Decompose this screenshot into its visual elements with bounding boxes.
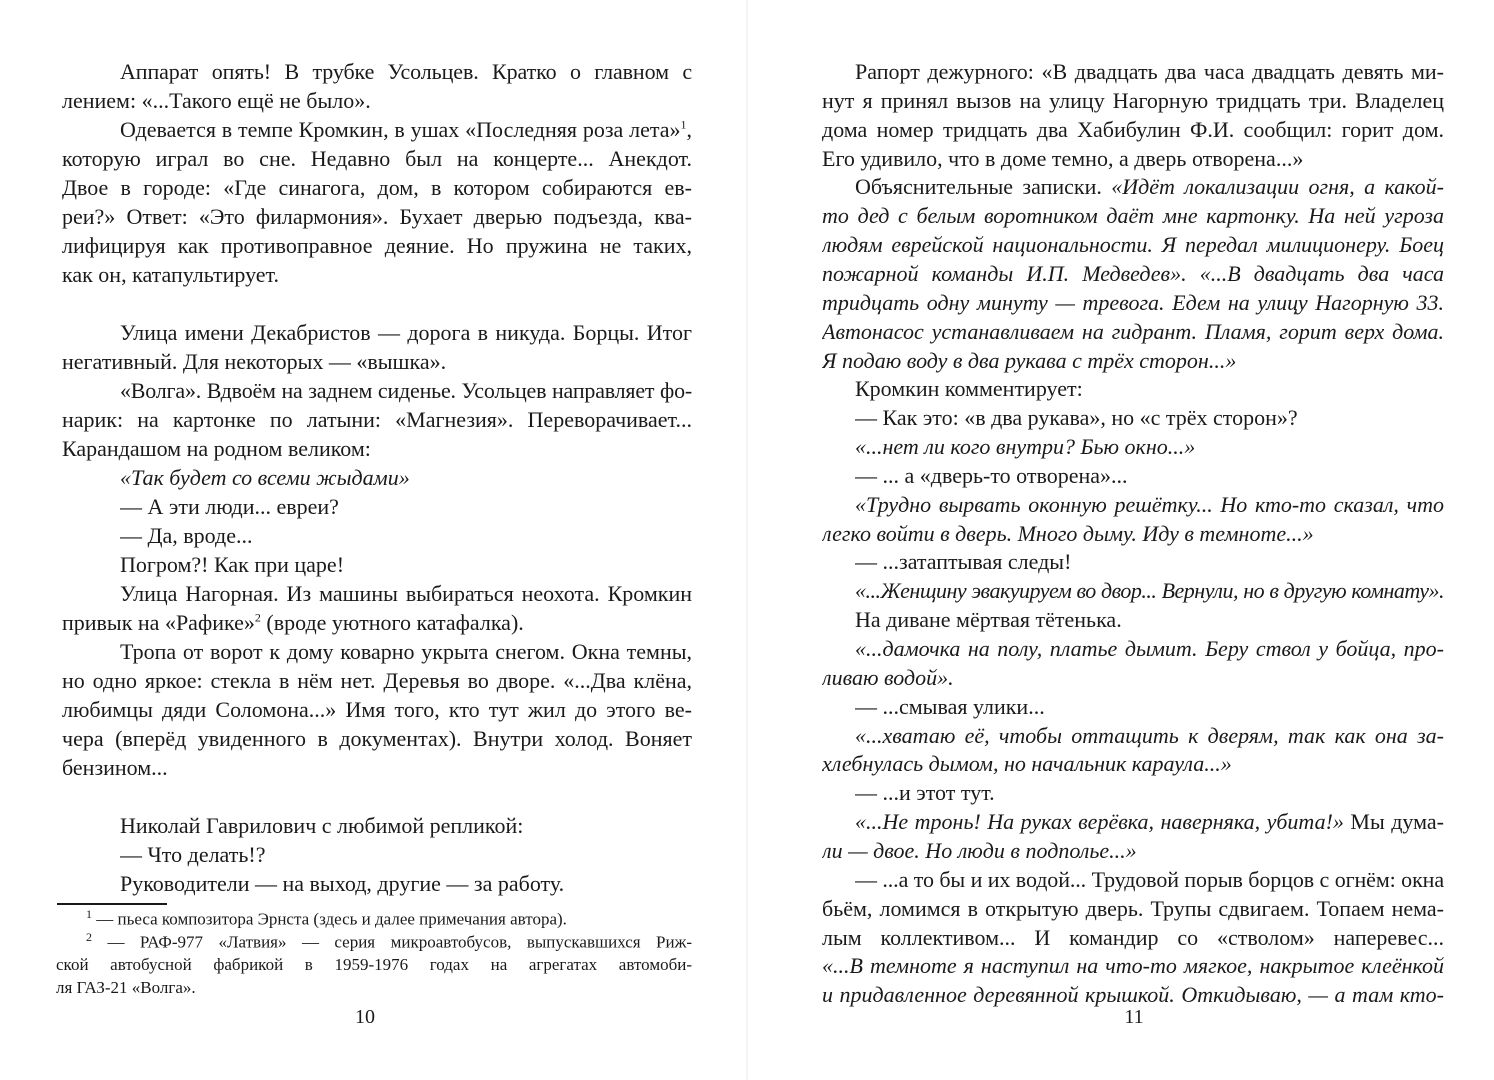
text-run: то дед с белым воротником даёт мне картонку. На ней угроза [822,203,1444,229]
text-run: лым коллективом... И командир со «стволом» наперевес... [822,924,1444,950]
text-line [120,870,692,898]
text-line [855,375,1444,403]
text-line [855,808,1444,836]
text-run: которую играл во сне. Недавно был на концерте... Анекдот. [62,146,692,171]
text-line [120,58,692,86]
text-line [855,693,1444,721]
footnote [56,977,692,999]
text-line [822,750,1444,778]
text-line [62,696,692,724]
footnote [86,931,692,953]
text-line [62,725,692,753]
text-line [855,173,1444,201]
text-run: хлебнулась дымом, но начальник караула...» [822,751,1232,777]
footnote-separator [57,903,167,905]
text-run: тридцать одну минуту — тревога. Едем на улицу Нагорную 33. [822,289,1444,315]
text-run: людям еврейской национальности. Я передал милиционеру. Боец [822,232,1444,258]
text-run: Тропа от ворот к дому коварно укрыта снегом. Окна темны, [120,639,692,664]
text-run: лифицируя как противоправное деяние. Но пружина не таких, [62,233,692,258]
text-line [855,404,1444,432]
text-run: Объяснительные записки. [855,174,1112,200]
text-line [855,577,1444,605]
text-line [855,779,1444,807]
footnote-text: — РАФ-977 «Латвия» — серия микроавтобусов, выпускавшихся Риж- [107,932,692,952]
text-line [822,664,1444,692]
text-run: лением: «...Такого ещё не было». [62,88,371,113]
text-run: На диване мёртвая тётенька. [855,607,1122,633]
page-number: 10 [355,1006,375,1028]
text-run: чера (вперёд увиденного в документах). Внутри холод. Воняет [62,726,692,751]
text-run: Рапорт дежурного: «В двадцать два часа двадцать девять ми- [855,59,1444,84]
footnote-text: — пьеса композитора Эрнста (здесь и далее примечания автора). [96,909,567,929]
text-line [62,667,692,695]
text-run: бьём, ломимся в открытую дверь. Трупы сдвигаем. Топаем нема- [822,895,1444,921]
text-line [120,841,692,869]
text-line [120,638,692,666]
text-run: «Так будет со всеми жыдами» [120,465,410,490]
text-line [822,895,1444,923]
text-run: (вроде уютного катафалка). [260,610,524,635]
text-run: Улица Нагорная. Из машины выбираться неохота. Кромкин [120,581,692,606]
text-run: Мы дума- [1350,809,1444,835]
text-run: Улица имени Декабристов — дорога в никуда. Борцы. Итог [120,320,692,345]
text-run: Карандашом на родном великом: [62,436,371,461]
text-line [855,866,1444,894]
text-line [120,464,692,492]
text-line [855,58,1444,86]
text-run: привык на «Рафике» [62,610,255,635]
text-line [822,952,1444,980]
text-run: — ... а «дверь-то отворена»... [855,462,1128,488]
text-line [822,260,1444,288]
text-run: пожарной команды И.П. Медведев». «...В двадцать два часа [822,260,1444,286]
text-line [822,924,1444,952]
text-run: — ...затаптывая следы! [855,549,1072,575]
text-line [62,609,692,637]
text-line [855,548,1444,576]
text-line [120,551,692,579]
text-line [62,754,692,782]
footnote-number: 1 [86,908,92,921]
text-line [120,580,692,608]
right-page [747,0,1494,1080]
footnote-text: ской автобусной фабрикой в 1959-1976 годах на агрегатах автомоби- [56,955,692,974]
text-run: любимцы дяди Соломона...» Имя того, кто тут жил до этого ве- [62,697,692,722]
text-run: Его удивило, что в доме темно, а дверь отворена...» [822,145,1304,171]
text-run: «...Женщину эвакуируем во двор... Вернули, но в другую комнату». [855,578,1444,604]
text-run: ливаю водой». [822,664,954,690]
footnote [56,954,692,976]
text-run: Погром?! Как при царе! [120,552,345,577]
text-line [62,174,692,202]
text-run: — ...и этот тут. [855,780,995,806]
text-run: как он, катапультирует. [62,262,280,287]
text-run: нут я принял вызов на улицу Нагорную тридцать три. Владелец [822,87,1444,113]
text-line [62,261,692,289]
footnote-text: ля ГАЗ-21 «Волга». [56,978,196,997]
text-line [822,87,1444,115]
text-run: негативный. Для некоторых — «вышка». [62,349,447,374]
text-line [855,722,1444,750]
text-line [62,203,692,231]
text-run: но одно яркое: стекла в нём нет. Деревья во дворе. «...Два клёна, [62,668,692,693]
text-line [855,491,1444,519]
text-run: — ...а то бы и их водой... Трудовой порыв борцов с огнём: окна [855,866,1444,892]
text-run: нарик: на картонке по латыни: «Магнезия». Переворачивает... [62,407,692,432]
text-run: дома номер тридцать два Хабибулин Ф.И. сообщил: горит дом. [822,116,1444,142]
text-line [855,635,1444,663]
text-run: легко войти в дверь. Много дыму. Иду в темноте...» [822,520,1314,546]
footnote [86,908,692,930]
text-run: — Что делать!? [120,842,266,867]
text-run: Николай Гаврилович с любимой репликой: [120,813,524,838]
text-run: Аппарат опять! В трубке Усольцев. Кратко о главном с [120,59,692,84]
text-line [822,145,1444,173]
text-run: — А эти люди... евреи? [120,494,339,519]
text-line [822,231,1444,259]
text-run: Двое в городе: «Где синагога, дом, в котором собираются ев- [62,175,692,200]
footnote-marker[interactable]: 1 [680,117,687,132]
page-number: 11 [1124,1006,1144,1028]
text-run: «...Не тронь! На руках верёвка, наверняка, убита!» [855,809,1351,835]
footnote-marker[interactable]: 2 [254,610,261,625]
text-run: — Да, вроде... [120,523,253,548]
text-run: — ...смывая улики... [855,693,1045,719]
text-line [855,462,1444,490]
text-line [62,348,692,376]
text-run: — Как это: «в два рукава», но «с трёх сторон»? [855,405,1298,431]
text-run: Кромкин комментирует: [855,376,1083,402]
text-run: «...дамочка на полу, платье дымит. Беру ствол у бойца, про- [855,636,1444,661]
text-run: Я подаю воду в два рукава с трёх сторон...» [822,347,1237,373]
text-line [62,232,692,260]
text-line [822,347,1444,375]
text-run: «...В темноте я наступил на что-то мягкое, накрытое клеёнкой [822,953,1444,979]
text-line [62,87,692,115]
text-run: «...нет ли кого внутри? Бью окно...» [855,434,1196,460]
text-line [120,522,692,550]
text-line [120,116,692,144]
text-run: , [686,117,692,142]
text-line [822,202,1444,230]
footnote-number: 2 [86,931,92,944]
text-run: реи?» Ответ: «Это филармония». Бухает дверью подъезда, ква- [62,204,692,229]
text-line [822,116,1444,144]
text-run: Руководители — на выход, другие — за работу. [120,871,565,896]
text-line [822,837,1444,865]
text-line [120,493,692,521]
text-line [855,433,1444,461]
text-line [62,406,692,434]
text-line [62,145,692,173]
text-line [120,377,692,405]
text-line [822,289,1444,317]
italic-quote: «Идёт локализации огня, а какой- [1111,174,1444,200]
text-run: ли — двое. Но люди в подполье...» [822,837,1137,863]
text-line [120,319,692,347]
text-line [822,520,1444,548]
text-run: Одевается в темпе Кромкин, в ушах «Последняя роза лета» [120,117,681,142]
text-run: Автонасос устанавливаем на гидрант. Пламя, горит верх дома. [822,318,1444,344]
text-run: бензином... [62,755,168,780]
text-run: и придавленное деревянной крышкой. Откидываю, — а там кто- [822,982,1444,1008]
text-line [822,318,1444,346]
text-line [62,435,692,463]
text-line [855,606,1444,634]
text-run: «Трудно вырвать оконную решётку... Но кто-то сказал, что [855,491,1444,517]
text-line [120,812,692,840]
text-run: «Волга». Вдвоём на заднем сиденье. Усольцев направляет фо- [120,378,692,403]
text-run: «...хватаю её, чтобы оттащить к дверям, так как она за- [855,722,1444,748]
